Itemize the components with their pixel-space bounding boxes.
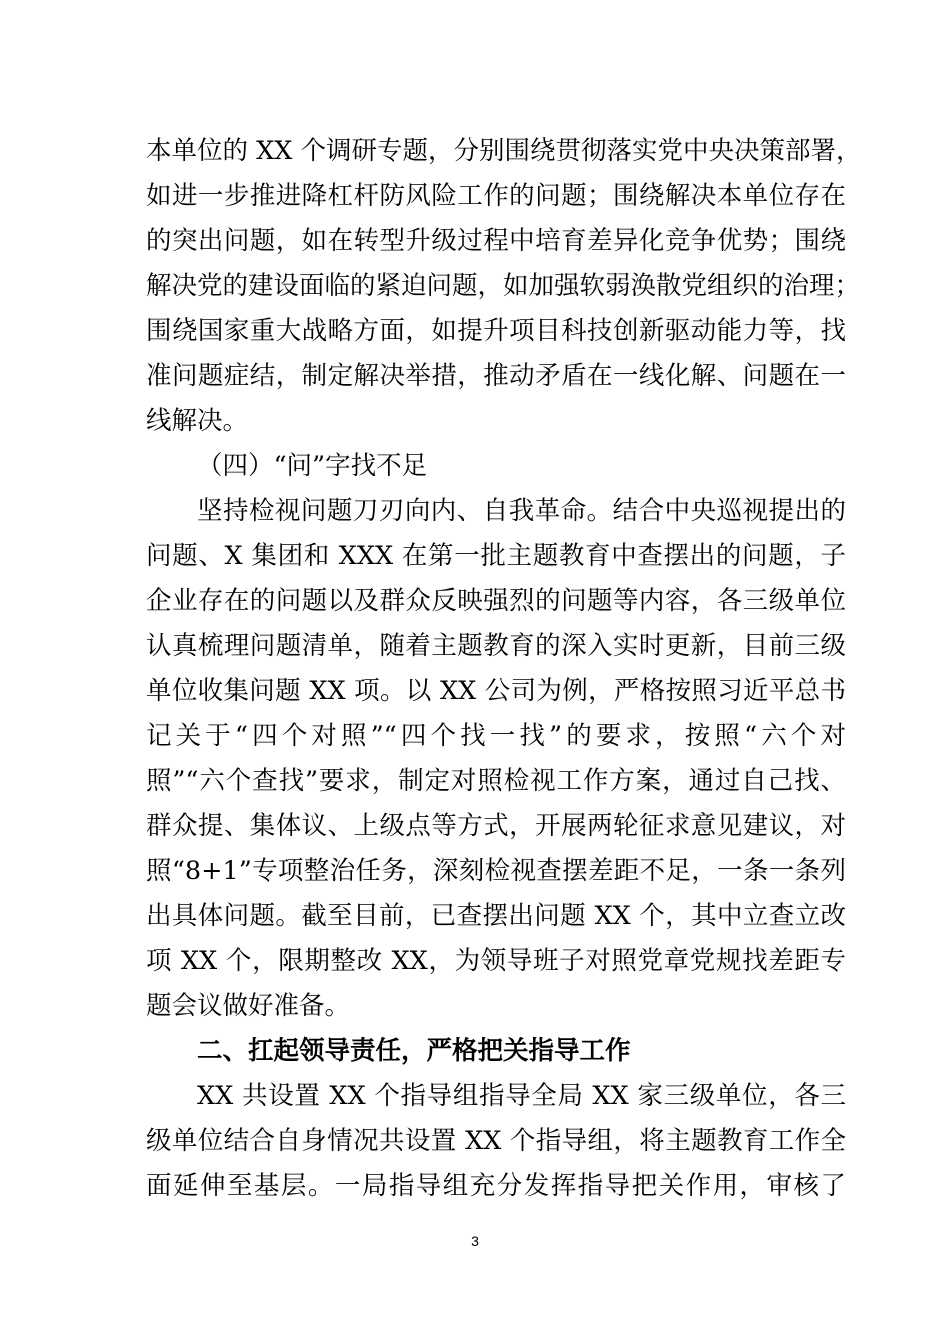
paragraph-line: XX 共设置 XX 个指导组指导全局 XX 家三级单位，各三 bbox=[197, 1081, 846, 1111]
paragraph-line: 如进一步推进降杠杆防风险工作的问题；围绕解决本单位存在 bbox=[146, 181, 846, 211]
paragraph-line: 群众提、集体议、上级点等方式，开展两轮征求意见建议，对 bbox=[146, 811, 846, 841]
paragraph-line: 出具体问题。截至目前，已查摆出问题 XX 个，其中立查立改 bbox=[146, 901, 846, 931]
paragraph-line: 面延伸至基层。一局指导组充分发挥指导把关作用，审核了 bbox=[146, 1171, 846, 1201]
paragraph-line: 的突出问题，如在转型升级过程中培育差异化竞争优势；围绕 bbox=[146, 226, 846, 256]
paragraph-line: 准问题症结，制定解决举措，推动矛盾在一线化解、问题在一 bbox=[146, 361, 846, 391]
paragraph-line: 照“8+1”专项整治任务，深刻检视查摆差距不足，一条一条列 bbox=[146, 856, 846, 886]
paragraph-line: 本单位的 XX 个调研专题，分别围绕贯彻落实党中央决策部署， bbox=[146, 136, 862, 166]
paragraph-line: 坚持检视问题刀刃向内、自我革命。结合中央巡视提出的 bbox=[197, 496, 846, 526]
paragraph-line: 问题、X 集团和 XXX 在第一批主题教育中查摆出的问题，子 bbox=[146, 541, 846, 571]
paragraph-line: 解决党的建设面临的紧迫问题，如加强软弱涣散党组织的治理； bbox=[146, 271, 861, 301]
paragraph-line: 认真梳理问题清单，随着主题教育的深入实时更新，目前三级 bbox=[146, 631, 846, 661]
paragraph-line: 题会议做好准备。 bbox=[146, 991, 351, 1021]
paragraph-line: 照”“六个查找”要求，制定对照检视工作方案，通过自己找、 bbox=[146, 766, 846, 796]
page-number: 3 bbox=[471, 1233, 479, 1249]
section-heading: 二、扛起领导责任，严格把关指导工作 bbox=[197, 1036, 631, 1066]
paragraph-line: 围绕国家重大战略方面，如提升项目科技创新驱动能力等，找 bbox=[146, 316, 846, 346]
paragraph-line: 记关于“四个对照”“四个找一找”的要求，按照“六个对 bbox=[146, 721, 846, 751]
paragraph-line: 线解决。 bbox=[146, 406, 249, 436]
paragraph-line: 项 XX 个，限期整改 XX，为领导班子对照党章党规找差距专 bbox=[146, 946, 846, 976]
paragraph-line: 单位收集问题 XX 项。以 XX 公司为例，严格按照习近平总书 bbox=[146, 676, 846, 706]
paragraph-line: 企业存在的问题以及群众反映强烈的问题等内容，各三级单位 bbox=[146, 586, 846, 616]
subheading: （四）“问”字找不足 bbox=[197, 451, 428, 481]
paragraph-line: 级单位结合自身情况共设置 XX 个指导组，将主题教育工作全 bbox=[146, 1126, 846, 1156]
